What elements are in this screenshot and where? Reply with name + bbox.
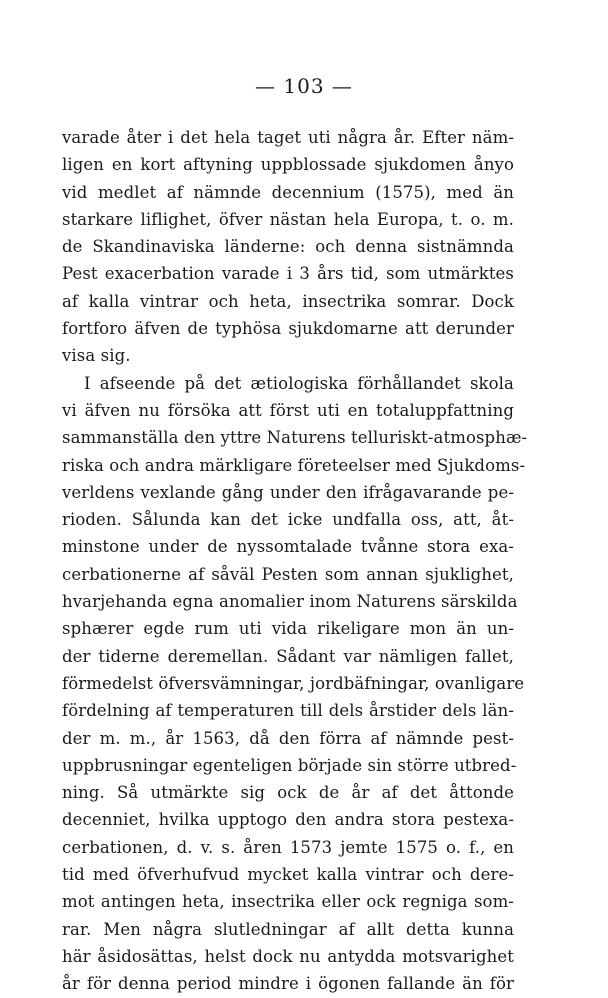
text-line: starkare liflighet, öfver nästan hela Europa, t. o. m.: [62, 209, 514, 229]
text-line: ligen en kort aftyning uppblossade sjukdomen ånyo: [62, 155, 514, 175]
text-line: tid med öfverhufvud mycket kalla vintrar och dere-: [62, 865, 514, 885]
text-line: fördelning af temperaturen till dels årstider dels län-: [62, 701, 514, 721]
text-line: riska och andra märkligare företeelser med Sjukdoms-: [62, 455, 526, 475]
text-line: der tiderne deremellan. Sådant var nämligen fallet,: [62, 646, 514, 666]
text-line: fortforo äfven de typhösa sjukdomarne att derunder: [62, 319, 514, 339]
text-line: rioden. Sålunda kan det icke undfalla oss, att, åt-: [62, 510, 514, 530]
text-line: vi äfven nu försöka att först uti en totaluppfattning: [62, 400, 514, 420]
text-line: der m. m., år 1563, då den förra af nämnde pest-: [62, 728, 514, 748]
text-line: förmedelst öfversvämningar, jordbäfningar, ovanligare: [62, 673, 525, 693]
text-line: decenniet, hvilka upptogo den andra stora pestexa-: [62, 810, 514, 830]
text-line: Pest exacerbation varade i 3 års tid, som utmärktes: [62, 264, 514, 284]
text-line: varade åter i det hela taget uti några år. Efter näm-: [62, 128, 514, 147]
page-number: — 103 —: [255, 74, 353, 98]
text-line: uppbrusningar egenteligen började sin större utbred-: [62, 755, 517, 775]
text-line: rar. Men några slutledningar af allt detta kunna: [62, 919, 514, 939]
text-line: vid medlet af nämnde decennium (1575), med än: [62, 182, 514, 202]
text-line: af kalla vintrar och heta, insectrika somrar. Dock: [62, 291, 514, 311]
text-line: ning. Så utmärkte sig ock de år af det åttonde: [62, 783, 514, 803]
text-line: I afseende på det ætiologiska förhållandet skola: [84, 373, 514, 393]
text-line: mot antingen heta, insectrika eller ock regniga som-: [62, 892, 514, 912]
text-line: här åsidosättas, helst dock nu antydda motsvarighet: [62, 946, 514, 966]
text-line: sphærer egde rum uti vida rikeligare mon än un-: [62, 619, 514, 639]
text-line: de Skandinaviska länderne: och denna sistnämnda: [62, 237, 514, 257]
text-line: minstone under de nyssomtalade tvånne stora exa-: [62, 537, 514, 557]
text-line: år för denna period mindre i ögonen fallande än för: [62, 974, 514, 994]
text-line: cerbationerne af såväl Pesten som annan sjuklighet,: [62, 564, 514, 584]
body-text: [62, 124, 528, 998]
text-line: hvarjehanda egna anomalier inom Naturens särskilda: [62, 592, 518, 612]
text-line: sammanställa den yttre Naturens telluriskt-atmosphæ-: [62, 428, 528, 448]
text-line: visa sig.: [62, 346, 131, 366]
text-line: verldens vexlande gång under den ifrågavarande pe-: [62, 482, 514, 502]
text-line: cerbationen, d. v. s. åren 1573 jemte 1575 o. f., en: [62, 837, 514, 857]
